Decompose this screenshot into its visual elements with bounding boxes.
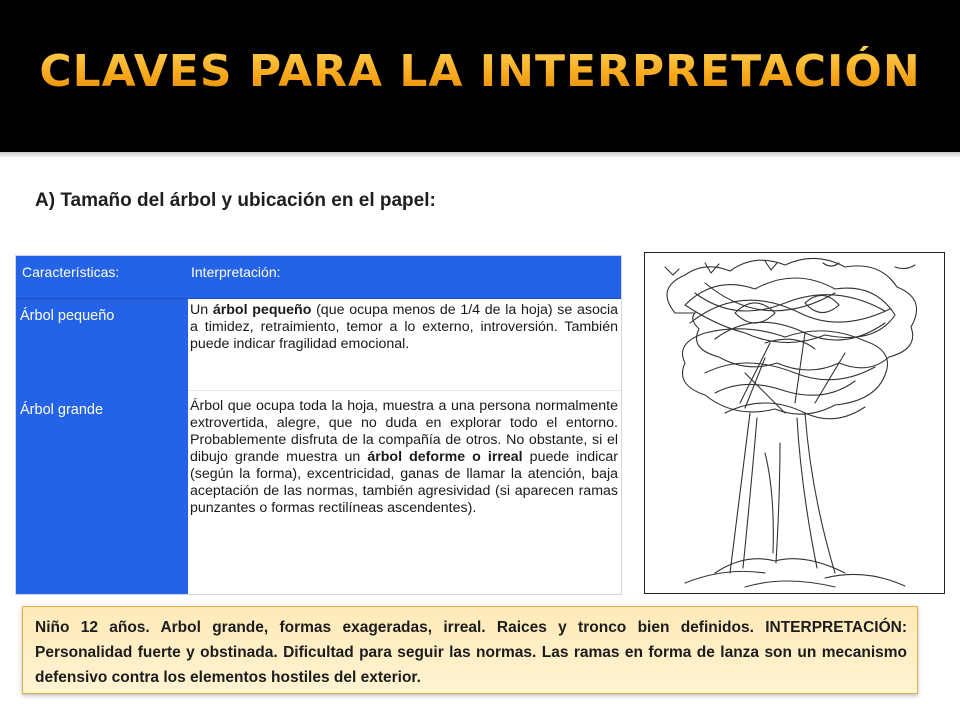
- characteristics-column: [16, 256, 188, 594]
- row-label-large-tree: Árbol grande: [20, 402, 104, 418]
- text-segment: Un: [190, 302, 213, 318]
- text-segment-bold: árbol pequeño: [212, 302, 312, 318]
- row-text-large-tree: [190, 398, 618, 517]
- text-segment: Árbol que ocupa toda la hoja, muestra a una persona normalmente extrovertida, alegre, que no duda en explorar todo el entorno. Probablemente disfruta de la compañía de otros. No obstante, si el dibujo grande muestra un: [190, 398, 618, 465]
- header-interpretation: Interpretación:: [191, 264, 281, 280]
- text-segment: (que ocupa menos de 1/4 de la hoja) se asocia a timidez, retraimiento, temor a lo externo, introversión. También puede indicar fragilidad emocional.: [190, 302, 619, 352]
- header-characteristics: Características:: [22, 264, 120, 280]
- title-bar: [0, 0, 960, 152]
- row-divider: [188, 390, 621, 391]
- interpretation-table: [15, 255, 622, 595]
- case-note-box: Niño 12 años. Arbol grande, formas exageradas, irreal. Raices y tronco bien definidos. INTERPRETACIÓN: Personalidad fuerte y obstinada. Dificultad para seguir las normas. Las ramas en forma de lanza son un mecanismo defensivo contra los elementos hostiles del exterior.: [22, 606, 918, 694]
- table-header-row: [16, 256, 621, 299]
- row-label-small-tree: Árbol pequeño: [20, 308, 115, 324]
- slide-title: CLAVES PARA LA INTERPRETACIÓN: [0, 46, 960, 97]
- text-segment-bold: árbol deforme o irreal: [367, 449, 523, 465]
- title-divider: [0, 152, 960, 157]
- section-subtitle: A) Tamaño del árbol y ubicación en el papel:: [35, 190, 436, 211]
- tree-drawing-image: [644, 252, 945, 594]
- row-text-small-tree: [190, 302, 618, 353]
- text-segment: puede indicar (según la forma), excentricidad, ganas de llamar la atención, baja aceptación de las normas, también agresividad (si aparecen ramas punzantes o formas rectilíneas ascendentes).: [190, 449, 618, 516]
- tree-sketch-icon: [645, 253, 943, 592]
